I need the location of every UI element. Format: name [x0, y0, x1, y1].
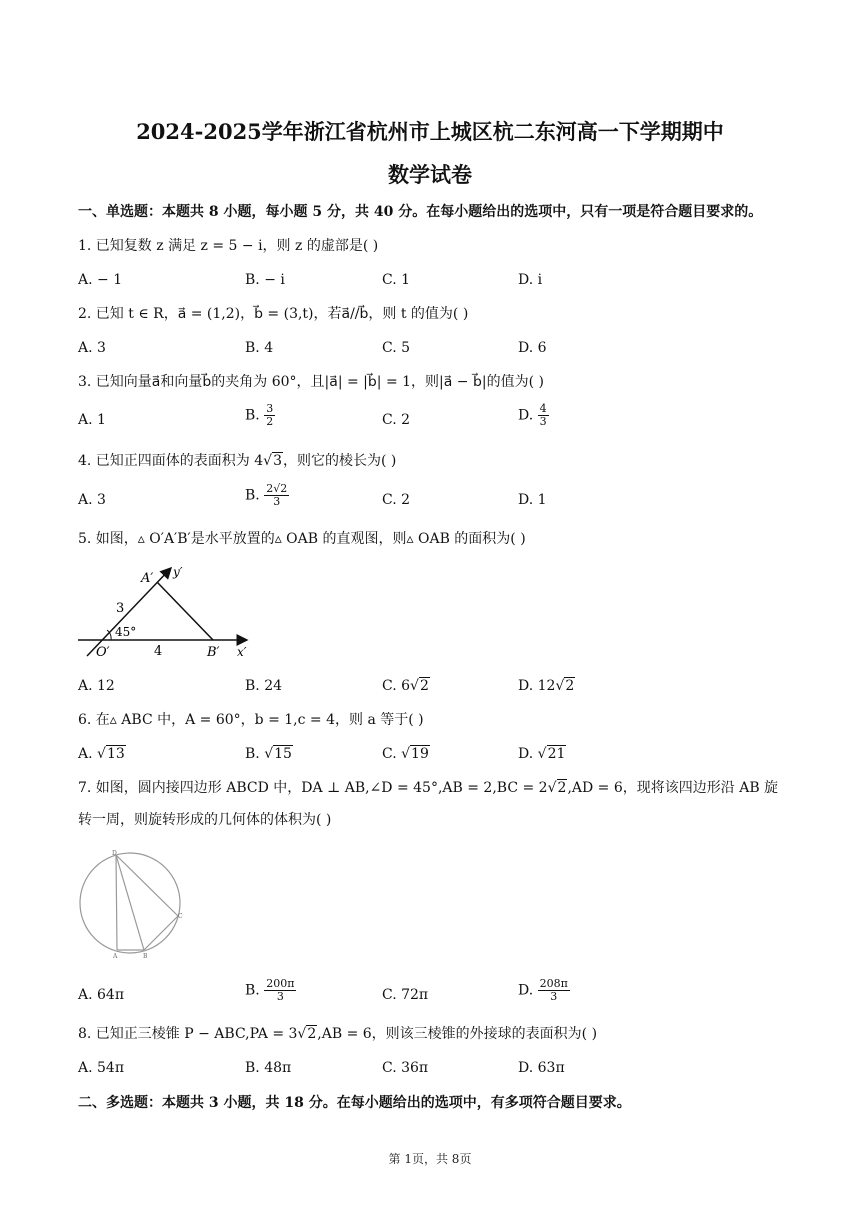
section-2-heading: 二、多选题：本题共 3 小题，共 18 分。在每小题给出的选项中，有多项符合题目要求。: [78, 1095, 631, 1111]
label-a: A: [113, 953, 118, 960]
exam-title: 2024-2025学年浙江省杭州市上城区杭二东河高一下学期期中: [136, 119, 724, 144]
q2-option-c: C. 5: [382, 340, 411, 356]
label-x-prime: x′: [237, 645, 247, 659]
q1-option-c: C. 1: [382, 272, 411, 288]
q8-option-b: B. 48π: [245, 1060, 292, 1076]
q5-option-a: A. 12: [78, 678, 115, 694]
q8-option-c: C. 36π: [382, 1060, 429, 1076]
q5-option-d: D. 12√2: [518, 678, 575, 694]
label-y-prime: y′: [173, 565, 183, 579]
question-7-stem-line-1: 7. 如图，圆内接四边形 ABCD 中，DA ⊥ AB,∠D = 45°,AB = 2,BC = 2√2,AD = 6，现将该四边形沿 AB 旋: [78, 780, 779, 796]
fraction: $\frac{200\pi}{3}$: [266, 977, 295, 1003]
inscribed-quadrilateral-figure: [76, 846, 188, 960]
q3-option-d: D. $\frac{4}{3}$: [518, 402, 547, 428]
label-b-prime: B′: [207, 645, 220, 660]
q5-option-c: C. 6√2: [382, 678, 429, 694]
q7-option-d: D. $\frac{208\pi}{3}$: [518, 977, 568, 1003]
question-1-stem: 1. 已知复数 z 满足 z = 5 − i，则 z 的虚部是( ): [78, 238, 379, 254]
q4-option-d: D. 1: [518, 492, 547, 508]
question-7-stem-line-2: 转一周，则旋转形成的几何体的体积为( ): [78, 812, 332, 828]
label-length-4: 4: [154, 644, 163, 659]
fraction: $\frac{4}{3}$: [539, 402, 547, 428]
exam-subtitle: 数学试卷: [388, 162, 472, 187]
q2-option-b: B. 4: [245, 340, 274, 356]
fraction: $\frac{2√2}{3}$: [266, 482, 288, 508]
q4-option-a: A. 3: [78, 492, 106, 508]
q6-option-c: C. √19: [382, 746, 429, 762]
label-d: D: [112, 850, 117, 857]
q7-option-c: C. 72π: [382, 987, 429, 1003]
q5-option-b: B. 24: [245, 678, 283, 694]
q4-option-c: C. 2: [382, 492, 411, 508]
q2-option-a: A. 3: [78, 340, 106, 356]
q7-option-a: A. 64π: [78, 987, 125, 1003]
q3-option-b: B. $\frac{3}{2}$: [245, 402, 274, 428]
question-5-stem: 5. 如图，▵ O′A′B′是水平放置的▵ OAB 的直观图，则▵ OAB 的面积为( ): [78, 531, 526, 547]
label-o-prime: O′: [96, 645, 110, 660]
q8-option-a: A. 54π: [78, 1060, 125, 1076]
question-8-stem: 8. 已知正三棱锥 P − ABC,PA = 3√2,AB = 6，则该三棱锥的外接球的表面积为( ): [78, 1026, 598, 1042]
label-45-degrees: 45°: [115, 625, 137, 639]
question-6-stem: 6. 在▵ ABC 中，A = 60°，b = 1,c = 4，则 a 等于( ): [78, 712, 424, 728]
fraction: $\frac{3}{2}$: [266, 402, 274, 428]
q1-option-d: D. i: [518, 272, 543, 288]
q7-option-b: B. $\frac{200\pi}{3}$: [245, 977, 295, 1003]
q8-option-d: D. 63π: [518, 1060, 565, 1076]
label-b: B: [143, 953, 148, 960]
side-ab: [157, 582, 213, 640]
q4-option-b: B. $\frac{2√2}{3}$: [245, 482, 288, 508]
section-1-heading: 一、单选题：本题共 8 小题，每小题 5 分，共 40 分。在每小题给出的选项中，只有一项是符合题目要求的。: [78, 204, 763, 220]
label-c: C: [178, 913, 183, 920]
q6-option-d: D. √21: [518, 746, 566, 762]
side-cb: [144, 916, 178, 950]
label-length-3: 3: [116, 601, 125, 616]
q3-option-c: C. 2: [382, 412, 411, 428]
oblique-triangle-figure: [75, 560, 260, 662]
page-footer: 第 1页，共 8页: [388, 1152, 472, 1166]
label-a-prime: A′: [141, 571, 154, 586]
q6-option-a: A. √13: [78, 746, 125, 762]
y-axis: [87, 568, 171, 656]
q2-option-d: D. 6: [518, 340, 547, 356]
question-2-stem: 2. 已知 t ∈ R，a⃗ = (1,2)，b⃗ = (3,t)，若a⃗//b⃗，则 t 的值为( ): [78, 306, 469, 322]
q1-option-a: A. − 1: [78, 272, 123, 288]
q6-option-b: B. √15: [245, 746, 292, 762]
q1-option-b: B. − i: [245, 272, 285, 288]
fraction: $\frac{208\pi}{3}$: [539, 977, 568, 1003]
q3-option-a: A. 1: [78, 412, 106, 428]
question-3-stem: 3. 已知向量a⃗和向量b⃗的夹角为 60°，且|a⃗| = |b⃗| = 1，则|a⃗ − b⃗|的值为( ): [78, 374, 544, 390]
question-4-stem: 4. 已知正四面体的表面积为 4√3，则它的棱长为( ): [78, 453, 397, 469]
side-da: [116, 855, 117, 950]
